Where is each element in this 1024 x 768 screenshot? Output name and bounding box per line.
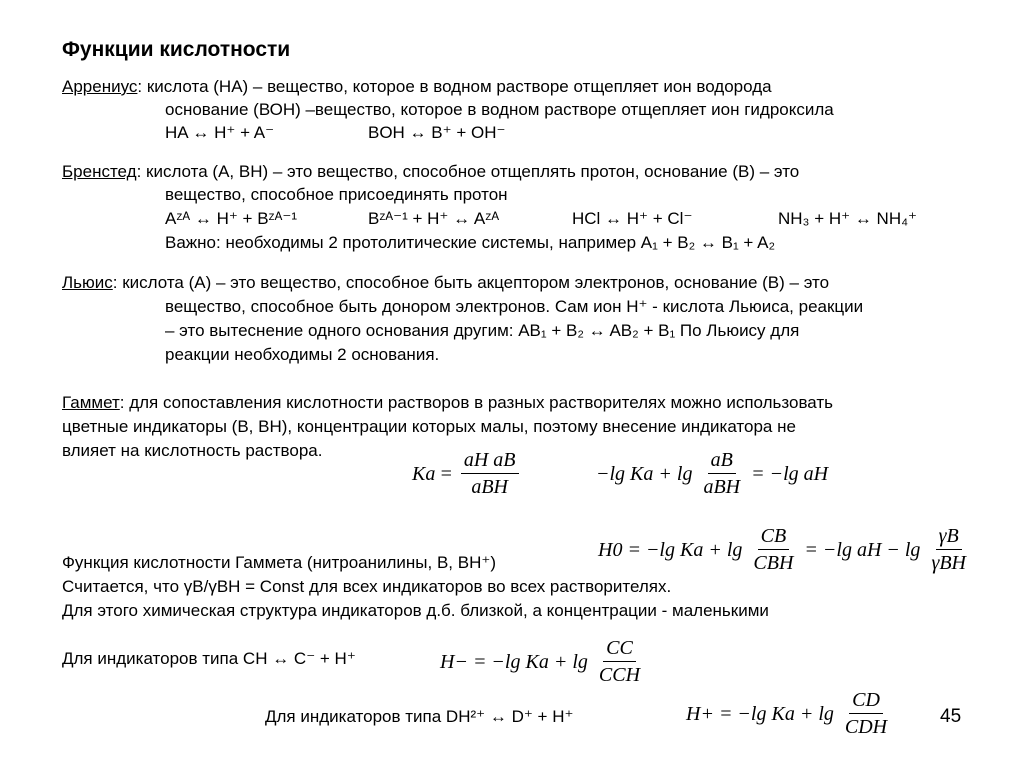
log-numerator: aB <box>708 448 736 474</box>
hammett-structure-line: Для этого химическая структура индикаторов д.б. близкой, а концентрации - маленькими <box>62 601 769 620</box>
h-plus-formula <box>686 688 894 739</box>
lewis-line-2: вещество, способное быть донором электронов. Сам ион Н⁺ - кислота Льюиса, реакции <box>165 297 864 316</box>
page-number: 45 <box>940 706 962 727</box>
dh-indicator-line: Для индикаторов типа DH²⁺ ↔ D⁺ + H⁺ <box>265 707 574 726</box>
hammett-line-3: влияет на кислотность раствора. <box>62 441 323 460</box>
hammett-definition: : для сопоставления кислотности растворов в разных растворителях можно использовать <box>119 393 834 412</box>
page-title: Функции кислотности <box>62 38 291 61</box>
bronsted-line-4: Важно: необходимы 2 протолитические системы, например A₁ + B₂ ↔ B₁ + A₂ <box>165 233 776 252</box>
h-minus-numerator: CC <box>603 636 636 662</box>
lewis-line-3: – это вытеснение одного основания другим: AB₁ + B₂ ↔ AB₂ + B₁ По Льюису для <box>165 321 800 340</box>
bronsted-equation-4: NH₃ + H⁺ ↔ NH₄⁺ <box>778 209 918 228</box>
h-plus-numerator: CD <box>849 688 883 714</box>
ka-denominator: aBH <box>471 476 509 498</box>
h-plus-denominator: CDH <box>844 716 888 738</box>
h0-formula-mid: = −lg aH − lg <box>804 538 921 561</box>
h-minus-formula <box>440 636 647 687</box>
log-formula-lhs: −lg Ka + lg <box>596 462 693 485</box>
arrhenius-definition: : кислота (НА) – вещество, которое в водном растворе отщепляет ион водорода <box>137 77 772 96</box>
lewis-definition: : кислота (А) – это вещество, способное быть акцептором электронов, основание (В) – это <box>112 273 830 292</box>
ka-formula <box>412 448 523 499</box>
bronsted-name: Бренстед <box>62 162 137 181</box>
lewis-line-1 <box>62 272 829 294</box>
arrhenius-line-2: основание (ВОН) –вещество, которое в водном растворе отщепляет ион гидроксила <box>165 100 834 119</box>
ka-fraction <box>461 448 519 499</box>
log-formula-rhs: = −lg aH <box>751 462 829 485</box>
hammett-line-1 <box>62 392 833 414</box>
h-plus-lhs: H+ = −lg Ka + lg <box>686 702 834 725</box>
h0-denominator-2: γBH <box>931 552 966 574</box>
arrhenius-name: Аррениус <box>62 77 138 96</box>
h0-denominator-1: CBH <box>753 552 794 574</box>
h0-fraction-1 <box>750 524 796 575</box>
bronsted-equation-2: Bᶻᴬ⁻¹ + H⁺ ↔ Aᶻᴬ <box>368 209 500 228</box>
arrhenius-equation-acid: HA ↔ H⁺ + A⁻ <box>165 123 275 142</box>
bronsted-equation-3: HCl ↔ H⁺ + Cl⁻ <box>572 209 693 228</box>
arrhenius-line-1 <box>62 76 772 98</box>
ch-indicator-line: Для индикаторов типа CH ↔ C⁻ + H⁺ <box>62 649 356 668</box>
hammett-name: Гаммет <box>62 393 120 412</box>
h0-numerator-1: CB <box>758 524 790 550</box>
log-denominator: aBH <box>703 476 741 498</box>
bronsted-line-1 <box>62 161 799 183</box>
h-minus-denominator: CCH <box>598 664 641 686</box>
bronsted-definition: : кислота (А, ВН) – это вещество, способное отщеплять протон, основание (В) – это <box>136 162 800 181</box>
h-minus-lhs: H− = −lg Ka + lg <box>440 650 588 673</box>
lewis-line-4: реакции необходимы 2 основания. <box>165 345 440 364</box>
hammett-assumption-line: Считается, что γB/γBH = Const для всех индикаторов во всех растворителях. <box>62 577 672 596</box>
log-fraction <box>700 448 743 499</box>
h-plus-fraction <box>842 688 890 739</box>
bronsted-line-2: вещество, способное присоединять протон <box>165 185 508 204</box>
lewis-name: Льюис <box>62 273 113 292</box>
h0-fraction-2 <box>928 524 969 575</box>
ka-formula-lhs: Ka <box>412 462 436 485</box>
ka-formula-eq: = <box>439 462 453 485</box>
h0-formula-lhs: H0 = −lg Ka + lg <box>598 538 743 561</box>
hammett-function-line: Функция кислотности Гаммета (нитроанилины, В, ВН⁺) <box>62 553 496 572</box>
h-minus-fraction <box>596 636 643 687</box>
arrhenius-equation-base: BOH ↔ B⁺ + OH⁻ <box>368 123 506 142</box>
h0-formula <box>598 524 973 575</box>
bronsted-equation-1: Aᶻᴬ ↔ H⁺ + Bᶻᴬ⁻¹ <box>165 209 297 228</box>
log-ka-formula <box>596 448 828 499</box>
ka-numerator: aH aB <box>461 448 519 474</box>
hammett-line-2: цветные индикаторы (В, ВН), концентрации которых малы, поэтому внесение индикатора не <box>62 417 796 436</box>
h0-numerator-2: γB <box>936 524 962 550</box>
